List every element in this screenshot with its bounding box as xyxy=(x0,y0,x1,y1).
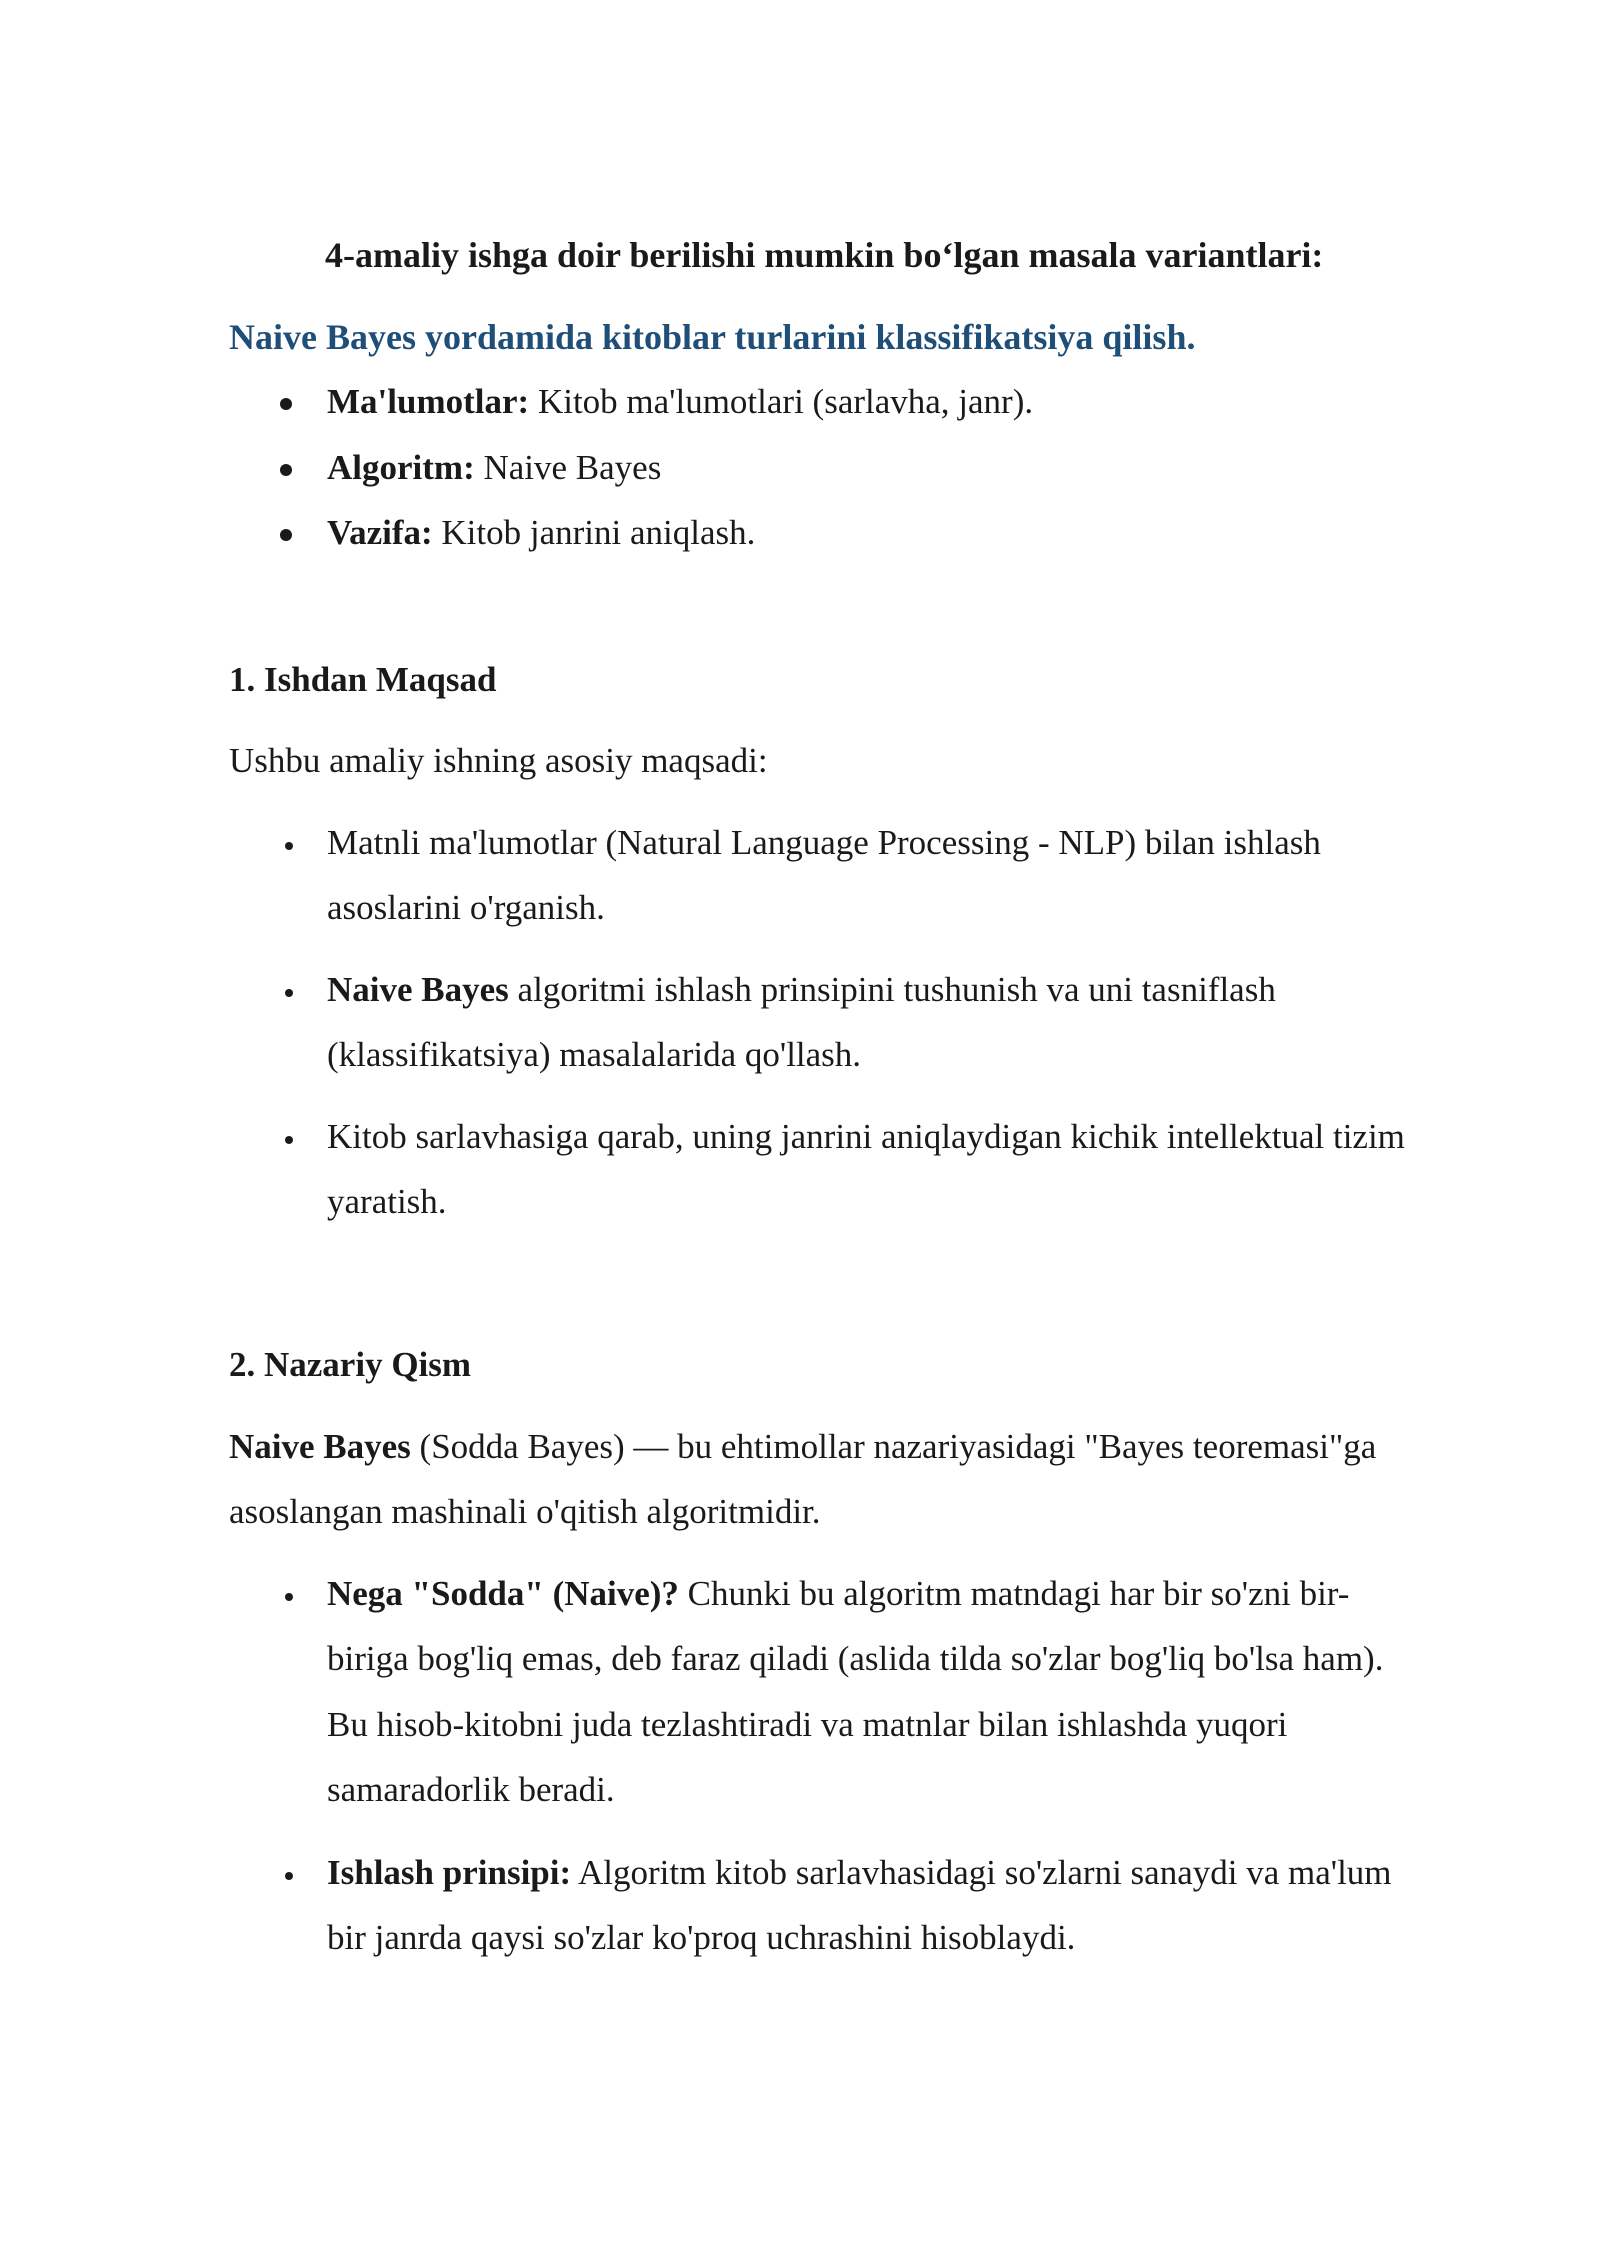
section-heading-nazariy: 2. Nazariy Qism xyxy=(229,1345,472,1384)
item-line: (klassifikatsiya) masalalarida qo'llash. xyxy=(327,1035,862,1074)
bullet-icon xyxy=(285,1593,293,1601)
item-line: Matnli ma'lumotlar (Natural Language Processing - NLP) bilan ishlash xyxy=(327,823,1321,862)
bullet-icon xyxy=(280,529,292,541)
item-text: Kitob ma'lumotlari (sarlavha, janr). xyxy=(529,382,1034,421)
item-line: asoslarini o'rganish. xyxy=(327,888,605,927)
item-text: Kitob janrini aniqlash. xyxy=(432,513,756,552)
item-line: Kitob sarlavhasiga qarab, uning janrini aniqlaydigan kichik intellektual tizim xyxy=(327,1117,1405,1156)
item-line: samaradorlik beradi. xyxy=(327,1770,615,1809)
task-subtitle: Naive Bayes yordamida kitoblar turlarini klassifikatsiya qilish. xyxy=(229,317,1196,357)
item-label: Ma'lumotlar: xyxy=(327,382,530,421)
item-label: Algoritm: xyxy=(327,448,475,487)
bullet-icon xyxy=(285,1872,293,1880)
item-line: Algoritm kitob sarlavhasidagi so'zlarni sanaydi va ma'lum xyxy=(571,1853,1392,1892)
section-heading-maqsad: 1. Ishdan Maqsad xyxy=(229,660,497,699)
item-text: Naive Bayes xyxy=(474,448,662,487)
item-line: yaratish. xyxy=(327,1182,447,1221)
item-line: bir janrda qaysi so'zlar ko'proq uchrashini hisoblaydi. xyxy=(327,1918,1076,1957)
bullet-icon xyxy=(285,842,293,850)
item-line: Chunki bu algoritm matndagi har bir so'zni bir- xyxy=(678,1574,1350,1613)
bullet-icon xyxy=(285,989,293,997)
item-bold: Nega "Sodda" (Naive)? xyxy=(327,1574,679,1613)
item-bold: Ishlash prinsipi: xyxy=(327,1853,572,1892)
item-bold: Naive Bayes xyxy=(327,970,509,1009)
section-paragraph xyxy=(229,1427,1376,1467)
para-bold: Naive Bayes xyxy=(229,1427,411,1466)
item-line: algoritmi ishlash prinsipini tushunish va uni tasniflash xyxy=(508,970,1276,1009)
bullet-icon xyxy=(280,398,292,410)
item-line: Bu hisob-kitobni juda tezlashtiradi va matnlar bilan ishlashda yuqori xyxy=(327,1705,1288,1744)
section-intro: Ushbu amaliy ishning asosiy maqsadi: xyxy=(229,741,768,780)
item-label: Vazifa: xyxy=(327,513,433,552)
para-text: (Sodda Bayes) — bu ehtimollar nazariyasidagi "Bayes teoremasi"ga xyxy=(410,1427,1377,1466)
bullet-icon xyxy=(280,464,292,476)
item-line: biriga bog'liq emas, deb faraz qiladi (aslida tilda so'zlar bog'liq bo'lsa ham). xyxy=(327,1639,1384,1678)
bullet-icon xyxy=(285,1136,293,1144)
page-title: 4-amaliy ishga doir berilishi mumkin bo‘lgan masala variantlari: xyxy=(325,235,1324,275)
para-line: asoslangan mashinali o'qitish algoritmidir. xyxy=(229,1492,821,1531)
